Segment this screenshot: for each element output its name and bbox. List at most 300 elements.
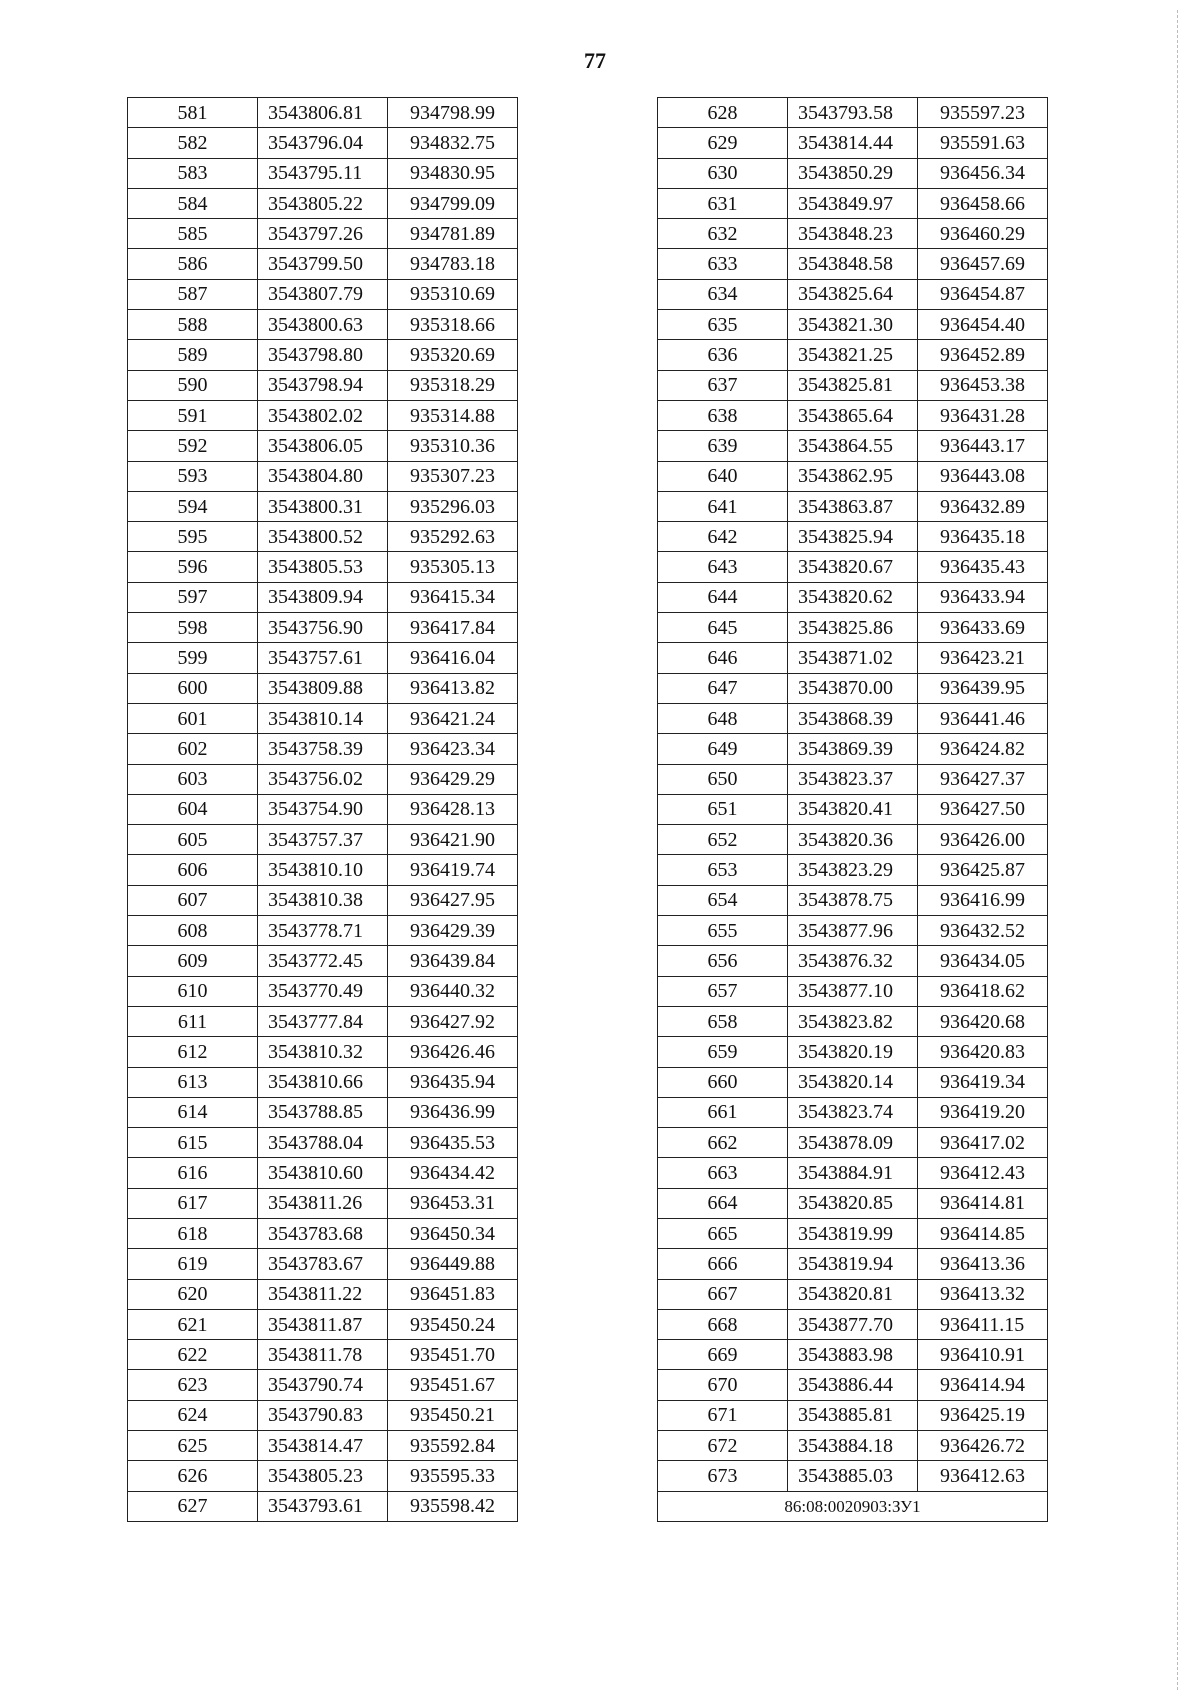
table-row — [128, 431, 518, 461]
y-coordinate-cell: 935320.69 — [388, 340, 518, 370]
table-row — [658, 188, 1048, 218]
table-row — [128, 703, 518, 733]
point-number-cell: 635 — [658, 310, 788, 340]
point-number-cell: 670 — [658, 1370, 788, 1400]
y-coordinate-cell: 935450.24 — [388, 1309, 518, 1339]
point-number-cell: 656 — [658, 946, 788, 976]
table-row — [658, 1340, 1048, 1370]
x-coordinate-cell: 3543793.58 — [788, 98, 918, 128]
point-number-cell: 665 — [658, 1218, 788, 1248]
table-row — [128, 279, 518, 309]
y-coordinate-cell: 934798.99 — [388, 98, 518, 128]
x-coordinate-cell: 3543863.87 — [788, 491, 918, 521]
point-number-cell: 623 — [128, 1370, 258, 1400]
table-row — [658, 1431, 1048, 1461]
table-row — [128, 1370, 518, 1400]
y-coordinate-cell: 936413.36 — [918, 1249, 1048, 1279]
x-coordinate-cell: 3543806.05 — [258, 431, 388, 461]
table-row — [128, 1249, 518, 1279]
x-coordinate-cell: 3543772.45 — [258, 946, 388, 976]
x-coordinate-cell: 3543876.32 — [788, 946, 918, 976]
point-number-cell: 589 — [128, 340, 258, 370]
y-coordinate-cell: 936457.69 — [918, 249, 1048, 279]
table-row — [658, 1067, 1048, 1097]
table-row — [128, 522, 518, 552]
y-coordinate-cell: 935307.23 — [388, 461, 518, 491]
table-row — [658, 1279, 1048, 1309]
table-row — [658, 1461, 1048, 1491]
point-number-cell: 595 — [128, 522, 258, 552]
point-number-cell: 581 — [128, 98, 258, 128]
y-coordinate-cell: 936421.24 — [388, 703, 518, 733]
point-number-cell: 629 — [658, 128, 788, 158]
point-number-cell: 634 — [658, 279, 788, 309]
y-coordinate-cell: 936439.84 — [388, 946, 518, 976]
table-row — [658, 916, 1048, 946]
y-coordinate-cell: 936414.85 — [918, 1218, 1048, 1248]
x-coordinate-cell: 3543811.78 — [258, 1340, 388, 1370]
table-row — [658, 1400, 1048, 1430]
table-row — [658, 491, 1048, 521]
y-coordinate-cell: 936432.89 — [918, 491, 1048, 521]
x-coordinate-cell: 3543810.38 — [258, 885, 388, 915]
y-coordinate-cell: 935310.69 — [388, 279, 518, 309]
point-number-cell: 593 — [128, 461, 258, 491]
point-number-cell: 604 — [128, 794, 258, 824]
point-number-cell: 632 — [658, 219, 788, 249]
x-coordinate-cell: 3543884.91 — [788, 1158, 918, 1188]
x-coordinate-cell: 3543797.26 — [258, 219, 388, 249]
table-row — [658, 613, 1048, 643]
table-row — [128, 158, 518, 188]
table-row — [128, 855, 518, 885]
x-coordinate-cell: 3543806.81 — [258, 98, 388, 128]
x-coordinate-cell: 3543810.14 — [258, 703, 388, 733]
x-coordinate-cell: 3543757.37 — [258, 825, 388, 855]
point-number-cell: 618 — [128, 1218, 258, 1248]
point-number-cell: 588 — [128, 310, 258, 340]
point-number-cell: 615 — [128, 1128, 258, 1158]
x-coordinate-cell: 3543807.79 — [258, 279, 388, 309]
x-coordinate-cell: 3543783.68 — [258, 1218, 388, 1248]
x-coordinate-cell: 3543795.11 — [258, 158, 388, 188]
x-coordinate-cell: 3543862.95 — [788, 461, 918, 491]
point-number-cell: 622 — [128, 1340, 258, 1370]
x-coordinate-cell: 3543777.84 — [258, 1006, 388, 1036]
y-coordinate-cell: 935450.21 — [388, 1400, 518, 1430]
table-row — [128, 340, 518, 370]
table-row — [658, 400, 1048, 430]
x-coordinate-cell: 3543756.90 — [258, 613, 388, 643]
point-number-cell: 609 — [128, 946, 258, 976]
table-row — [128, 1006, 518, 1036]
y-coordinate-cell: 936452.89 — [918, 340, 1048, 370]
x-coordinate-cell: 3543811.26 — [258, 1188, 388, 1218]
table-row — [128, 734, 518, 764]
x-coordinate-cell: 3543820.19 — [788, 1037, 918, 1067]
point-number-cell: 619 — [128, 1249, 258, 1279]
x-coordinate-cell: 3543811.22 — [258, 1279, 388, 1309]
y-coordinate-cell: 936410.91 — [918, 1340, 1048, 1370]
point-number-cell: 603 — [128, 764, 258, 794]
y-coordinate-cell: 936436.99 — [388, 1097, 518, 1127]
y-coordinate-cell: 935595.33 — [388, 1461, 518, 1491]
x-coordinate-cell: 3543778.71 — [258, 916, 388, 946]
table-row — [128, 491, 518, 521]
point-number-cell: 590 — [128, 370, 258, 400]
y-coordinate-cell: 935451.67 — [388, 1370, 518, 1400]
table-row — [658, 1370, 1048, 1400]
table-row — [658, 522, 1048, 552]
y-coordinate-cell: 936443.17 — [918, 431, 1048, 461]
table-row — [658, 552, 1048, 582]
y-coordinate-cell: 936451.83 — [388, 1279, 518, 1309]
x-coordinate-cell: 3543757.61 — [258, 643, 388, 673]
table-footer-row — [658, 1491, 1048, 1521]
table-row — [128, 582, 518, 612]
y-coordinate-cell: 936454.87 — [918, 279, 1048, 309]
table-row — [658, 279, 1048, 309]
point-number-cell: 605 — [128, 825, 258, 855]
x-coordinate-cell: 3543848.58 — [788, 249, 918, 279]
y-coordinate-cell: 936416.04 — [388, 643, 518, 673]
table-row — [128, 643, 518, 673]
point-number-cell: 663 — [658, 1158, 788, 1188]
table-row — [128, 1461, 518, 1491]
x-coordinate-cell: 3543809.94 — [258, 582, 388, 612]
y-coordinate-cell: 935597.23 — [918, 98, 1048, 128]
table-row — [128, 1309, 518, 1339]
cadastral-number-cell: 86:08:0020903:ЗУ1 — [658, 1491, 1048, 1521]
point-number-cell: 666 — [658, 1249, 788, 1279]
point-number-cell: 585 — [128, 219, 258, 249]
point-number-cell: 636 — [658, 340, 788, 370]
x-coordinate-cell: 3543823.74 — [788, 1097, 918, 1127]
x-coordinate-cell: 3543878.75 — [788, 885, 918, 915]
point-number-cell: 627 — [128, 1491, 258, 1521]
table-row — [658, 734, 1048, 764]
y-coordinate-cell: 936441.46 — [918, 703, 1048, 733]
x-coordinate-cell: 3543825.81 — [788, 370, 918, 400]
table-row — [128, 310, 518, 340]
table-row — [128, 1340, 518, 1370]
table-row — [658, 98, 1048, 128]
x-coordinate-cell: 3543884.18 — [788, 1431, 918, 1461]
y-coordinate-cell: 936413.32 — [918, 1279, 1048, 1309]
point-number-cell: 612 — [128, 1037, 258, 1067]
table-row — [128, 188, 518, 218]
table-row — [658, 885, 1048, 915]
point-number-cell: 586 — [128, 249, 258, 279]
y-coordinate-cell: 936415.34 — [388, 582, 518, 612]
y-coordinate-cell: 936425.87 — [918, 855, 1048, 885]
y-coordinate-cell: 936431.28 — [918, 400, 1048, 430]
point-number-cell: 599 — [128, 643, 258, 673]
point-number-cell: 651 — [658, 794, 788, 824]
point-number-cell: 667 — [658, 1279, 788, 1309]
point-number-cell: 583 — [128, 158, 258, 188]
x-coordinate-cell: 3543811.87 — [258, 1309, 388, 1339]
x-coordinate-cell: 3543825.86 — [788, 613, 918, 643]
y-coordinate-cell: 935598.42 — [388, 1491, 518, 1521]
point-number-cell: 596 — [128, 552, 258, 582]
y-coordinate-cell: 936429.39 — [388, 916, 518, 946]
table-row — [128, 400, 518, 430]
point-number-cell: 661 — [658, 1097, 788, 1127]
table-row — [658, 1249, 1048, 1279]
x-coordinate-cell: 3543820.62 — [788, 582, 918, 612]
x-coordinate-cell: 3543805.53 — [258, 552, 388, 582]
table-row — [658, 1309, 1048, 1339]
table-row — [128, 1400, 518, 1430]
x-coordinate-cell: 3543821.30 — [788, 310, 918, 340]
table-row — [128, 1158, 518, 1188]
point-number-cell: 659 — [658, 1037, 788, 1067]
x-coordinate-cell: 3543820.41 — [788, 794, 918, 824]
table-row — [128, 1188, 518, 1218]
y-coordinate-cell: 936427.92 — [388, 1006, 518, 1036]
point-number-cell: 668 — [658, 1309, 788, 1339]
table-row — [658, 946, 1048, 976]
table-row — [658, 158, 1048, 188]
table-row — [658, 1037, 1048, 1067]
x-coordinate-cell: 3543800.31 — [258, 491, 388, 521]
point-number-cell: 584 — [128, 188, 258, 218]
point-number-cell: 642 — [658, 522, 788, 552]
x-coordinate-cell: 3543820.36 — [788, 825, 918, 855]
table-row — [658, 976, 1048, 1006]
x-coordinate-cell: 3543819.99 — [788, 1218, 918, 1248]
x-coordinate-cell: 3543800.63 — [258, 310, 388, 340]
point-number-cell: 597 — [128, 582, 258, 612]
x-coordinate-cell: 3543798.80 — [258, 340, 388, 370]
point-number-cell: 598 — [128, 613, 258, 643]
table-row — [658, 461, 1048, 491]
point-number-cell: 633 — [658, 249, 788, 279]
y-coordinate-cell: 936440.32 — [388, 976, 518, 1006]
x-coordinate-cell: 3543825.64 — [788, 279, 918, 309]
table-row — [128, 825, 518, 855]
x-coordinate-cell: 3543883.98 — [788, 1340, 918, 1370]
y-coordinate-cell: 936419.74 — [388, 855, 518, 885]
y-coordinate-cell: 936435.53 — [388, 1128, 518, 1158]
x-coordinate-cell: 3543885.03 — [788, 1461, 918, 1491]
table-row — [128, 1128, 518, 1158]
table-row — [128, 885, 518, 915]
y-coordinate-cell: 935296.03 — [388, 491, 518, 521]
point-number-cell: 653 — [658, 855, 788, 885]
y-coordinate-cell: 936432.52 — [918, 916, 1048, 946]
table-row — [658, 1128, 1048, 1158]
point-number-cell: 643 — [658, 552, 788, 582]
table-row — [658, 1188, 1048, 1218]
x-coordinate-cell: 3543849.97 — [788, 188, 918, 218]
y-coordinate-cell: 936426.72 — [918, 1431, 1048, 1461]
point-number-cell: 673 — [658, 1461, 788, 1491]
y-coordinate-cell: 936418.62 — [918, 976, 1048, 1006]
point-number-cell: 628 — [658, 98, 788, 128]
x-coordinate-cell: 3543798.94 — [258, 370, 388, 400]
y-coordinate-cell: 936420.68 — [918, 1006, 1048, 1036]
y-coordinate-cell: 936435.43 — [918, 552, 1048, 582]
table-row — [128, 1067, 518, 1097]
y-coordinate-cell: 936434.05 — [918, 946, 1048, 976]
y-coordinate-cell: 934830.95 — [388, 158, 518, 188]
table-row — [128, 673, 518, 703]
x-coordinate-cell: 3543877.96 — [788, 916, 918, 946]
y-coordinate-cell: 936417.02 — [918, 1128, 1048, 1158]
point-number-cell: 655 — [658, 916, 788, 946]
x-coordinate-cell: 3543809.88 — [258, 673, 388, 703]
point-number-cell: 600 — [128, 673, 258, 703]
y-coordinate-cell: 936412.43 — [918, 1158, 1048, 1188]
x-coordinate-cell: 3543756.02 — [258, 764, 388, 794]
point-number-cell: 644 — [658, 582, 788, 612]
x-coordinate-cell: 3543823.82 — [788, 1006, 918, 1036]
table-row — [658, 128, 1048, 158]
table-row — [658, 643, 1048, 673]
y-coordinate-cell: 936423.21 — [918, 643, 1048, 673]
x-coordinate-cell: 3543799.50 — [258, 249, 388, 279]
y-coordinate-cell: 936433.69 — [918, 613, 1048, 643]
x-coordinate-cell: 3543848.23 — [788, 219, 918, 249]
x-coordinate-cell: 3543790.74 — [258, 1370, 388, 1400]
y-coordinate-cell: 934832.75 — [388, 128, 518, 158]
y-coordinate-cell: 936427.95 — [388, 885, 518, 915]
table-row — [658, 703, 1048, 733]
x-coordinate-cell: 3543814.47 — [258, 1431, 388, 1461]
point-number-cell: 662 — [658, 1128, 788, 1158]
table-row — [128, 976, 518, 1006]
y-coordinate-cell: 934799.09 — [388, 188, 518, 218]
x-coordinate-cell: 3543810.10 — [258, 855, 388, 885]
x-coordinate-cell: 3543804.80 — [258, 461, 388, 491]
table-row — [128, 916, 518, 946]
point-number-cell: 626 — [128, 1461, 258, 1491]
table-row — [658, 582, 1048, 612]
x-coordinate-cell: 3543886.44 — [788, 1370, 918, 1400]
point-number-cell: 646 — [658, 643, 788, 673]
x-coordinate-cell: 3543810.60 — [258, 1158, 388, 1188]
y-coordinate-cell: 936439.95 — [918, 673, 1048, 703]
point-number-cell: 606 — [128, 855, 258, 885]
point-number-cell: 620 — [128, 1279, 258, 1309]
x-coordinate-cell: 3543810.32 — [258, 1037, 388, 1067]
table-row — [128, 1279, 518, 1309]
x-coordinate-cell: 3543850.29 — [788, 158, 918, 188]
x-coordinate-cell: 3543878.09 — [788, 1128, 918, 1158]
y-coordinate-cell: 936434.42 — [388, 1158, 518, 1188]
y-coordinate-cell: 936421.90 — [388, 825, 518, 855]
y-coordinate-cell: 935314.88 — [388, 400, 518, 430]
x-coordinate-cell: 3543820.67 — [788, 552, 918, 582]
table-row — [658, 1097, 1048, 1127]
x-coordinate-cell: 3543800.52 — [258, 522, 388, 552]
x-coordinate-cell: 3543877.70 — [788, 1309, 918, 1339]
y-coordinate-cell: 935310.36 — [388, 431, 518, 461]
x-coordinate-cell: 3543865.64 — [788, 400, 918, 430]
table-row — [128, 219, 518, 249]
y-coordinate-cell: 936424.82 — [918, 734, 1048, 764]
x-coordinate-cell: 3543868.39 — [788, 703, 918, 733]
table-row — [658, 855, 1048, 885]
point-number-cell: 650 — [658, 764, 788, 794]
x-coordinate-cell: 3543820.81 — [788, 1279, 918, 1309]
table-row — [128, 794, 518, 824]
point-number-cell: 660 — [658, 1067, 788, 1097]
x-coordinate-cell: 3543823.29 — [788, 855, 918, 885]
point-number-cell: 640 — [658, 461, 788, 491]
point-number-cell: 638 — [658, 400, 788, 430]
point-number-cell: 587 — [128, 279, 258, 309]
x-coordinate-cell: 3543823.37 — [788, 764, 918, 794]
table-row — [128, 552, 518, 582]
point-number-cell: 631 — [658, 188, 788, 218]
x-coordinate-cell: 3543754.90 — [258, 794, 388, 824]
point-number-cell: 672 — [658, 1431, 788, 1461]
y-coordinate-cell: 936435.94 — [388, 1067, 518, 1097]
point-number-cell: 621 — [128, 1309, 258, 1339]
y-coordinate-cell: 936426.46 — [388, 1037, 518, 1067]
point-number-cell: 630 — [658, 158, 788, 188]
table-row — [658, 310, 1048, 340]
y-coordinate-cell: 936419.34 — [918, 1067, 1048, 1097]
page-margin-line — [1177, 10, 1178, 1690]
table-row — [128, 249, 518, 279]
table-row — [658, 431, 1048, 461]
y-coordinate-cell: 936460.29 — [918, 219, 1048, 249]
point-number-cell: 654 — [658, 885, 788, 915]
y-coordinate-cell: 936427.50 — [918, 794, 1048, 824]
table-row — [658, 219, 1048, 249]
y-coordinate-cell: 936429.29 — [388, 764, 518, 794]
table-row — [128, 1097, 518, 1127]
x-coordinate-cell: 3543805.23 — [258, 1461, 388, 1491]
x-coordinate-cell: 3543864.55 — [788, 431, 918, 461]
table-row — [658, 764, 1048, 794]
y-coordinate-cell: 936427.37 — [918, 764, 1048, 794]
table-row — [128, 764, 518, 794]
y-coordinate-cell: 936443.08 — [918, 461, 1048, 491]
table-row — [658, 1006, 1048, 1036]
x-coordinate-cell: 3543885.81 — [788, 1400, 918, 1430]
point-number-cell: 594 — [128, 491, 258, 521]
x-coordinate-cell: 3543788.04 — [258, 1128, 388, 1158]
point-number-cell: 645 — [658, 613, 788, 643]
table-row — [128, 1431, 518, 1461]
table-row — [658, 249, 1048, 279]
point-number-cell: 624 — [128, 1400, 258, 1430]
y-coordinate-cell: 936454.40 — [918, 310, 1048, 340]
y-coordinate-cell: 935305.13 — [388, 552, 518, 582]
y-coordinate-cell: 935318.66 — [388, 310, 518, 340]
x-coordinate-cell: 3543802.02 — [258, 400, 388, 430]
x-coordinate-cell: 3543790.83 — [258, 1400, 388, 1430]
x-coordinate-cell: 3543810.66 — [258, 1067, 388, 1097]
y-coordinate-cell: 936453.31 — [388, 1188, 518, 1218]
table-row — [658, 370, 1048, 400]
table-row — [128, 98, 518, 128]
point-number-cell: 637 — [658, 370, 788, 400]
x-coordinate-cell: 3543819.94 — [788, 1249, 918, 1279]
y-coordinate-cell: 936419.20 — [918, 1097, 1048, 1127]
x-coordinate-cell: 3543820.85 — [788, 1188, 918, 1218]
table-row — [128, 461, 518, 491]
x-coordinate-cell: 3543870.00 — [788, 673, 918, 703]
table-row — [658, 673, 1048, 703]
y-coordinate-cell: 934781.89 — [388, 219, 518, 249]
point-number-cell: 671 — [658, 1400, 788, 1430]
